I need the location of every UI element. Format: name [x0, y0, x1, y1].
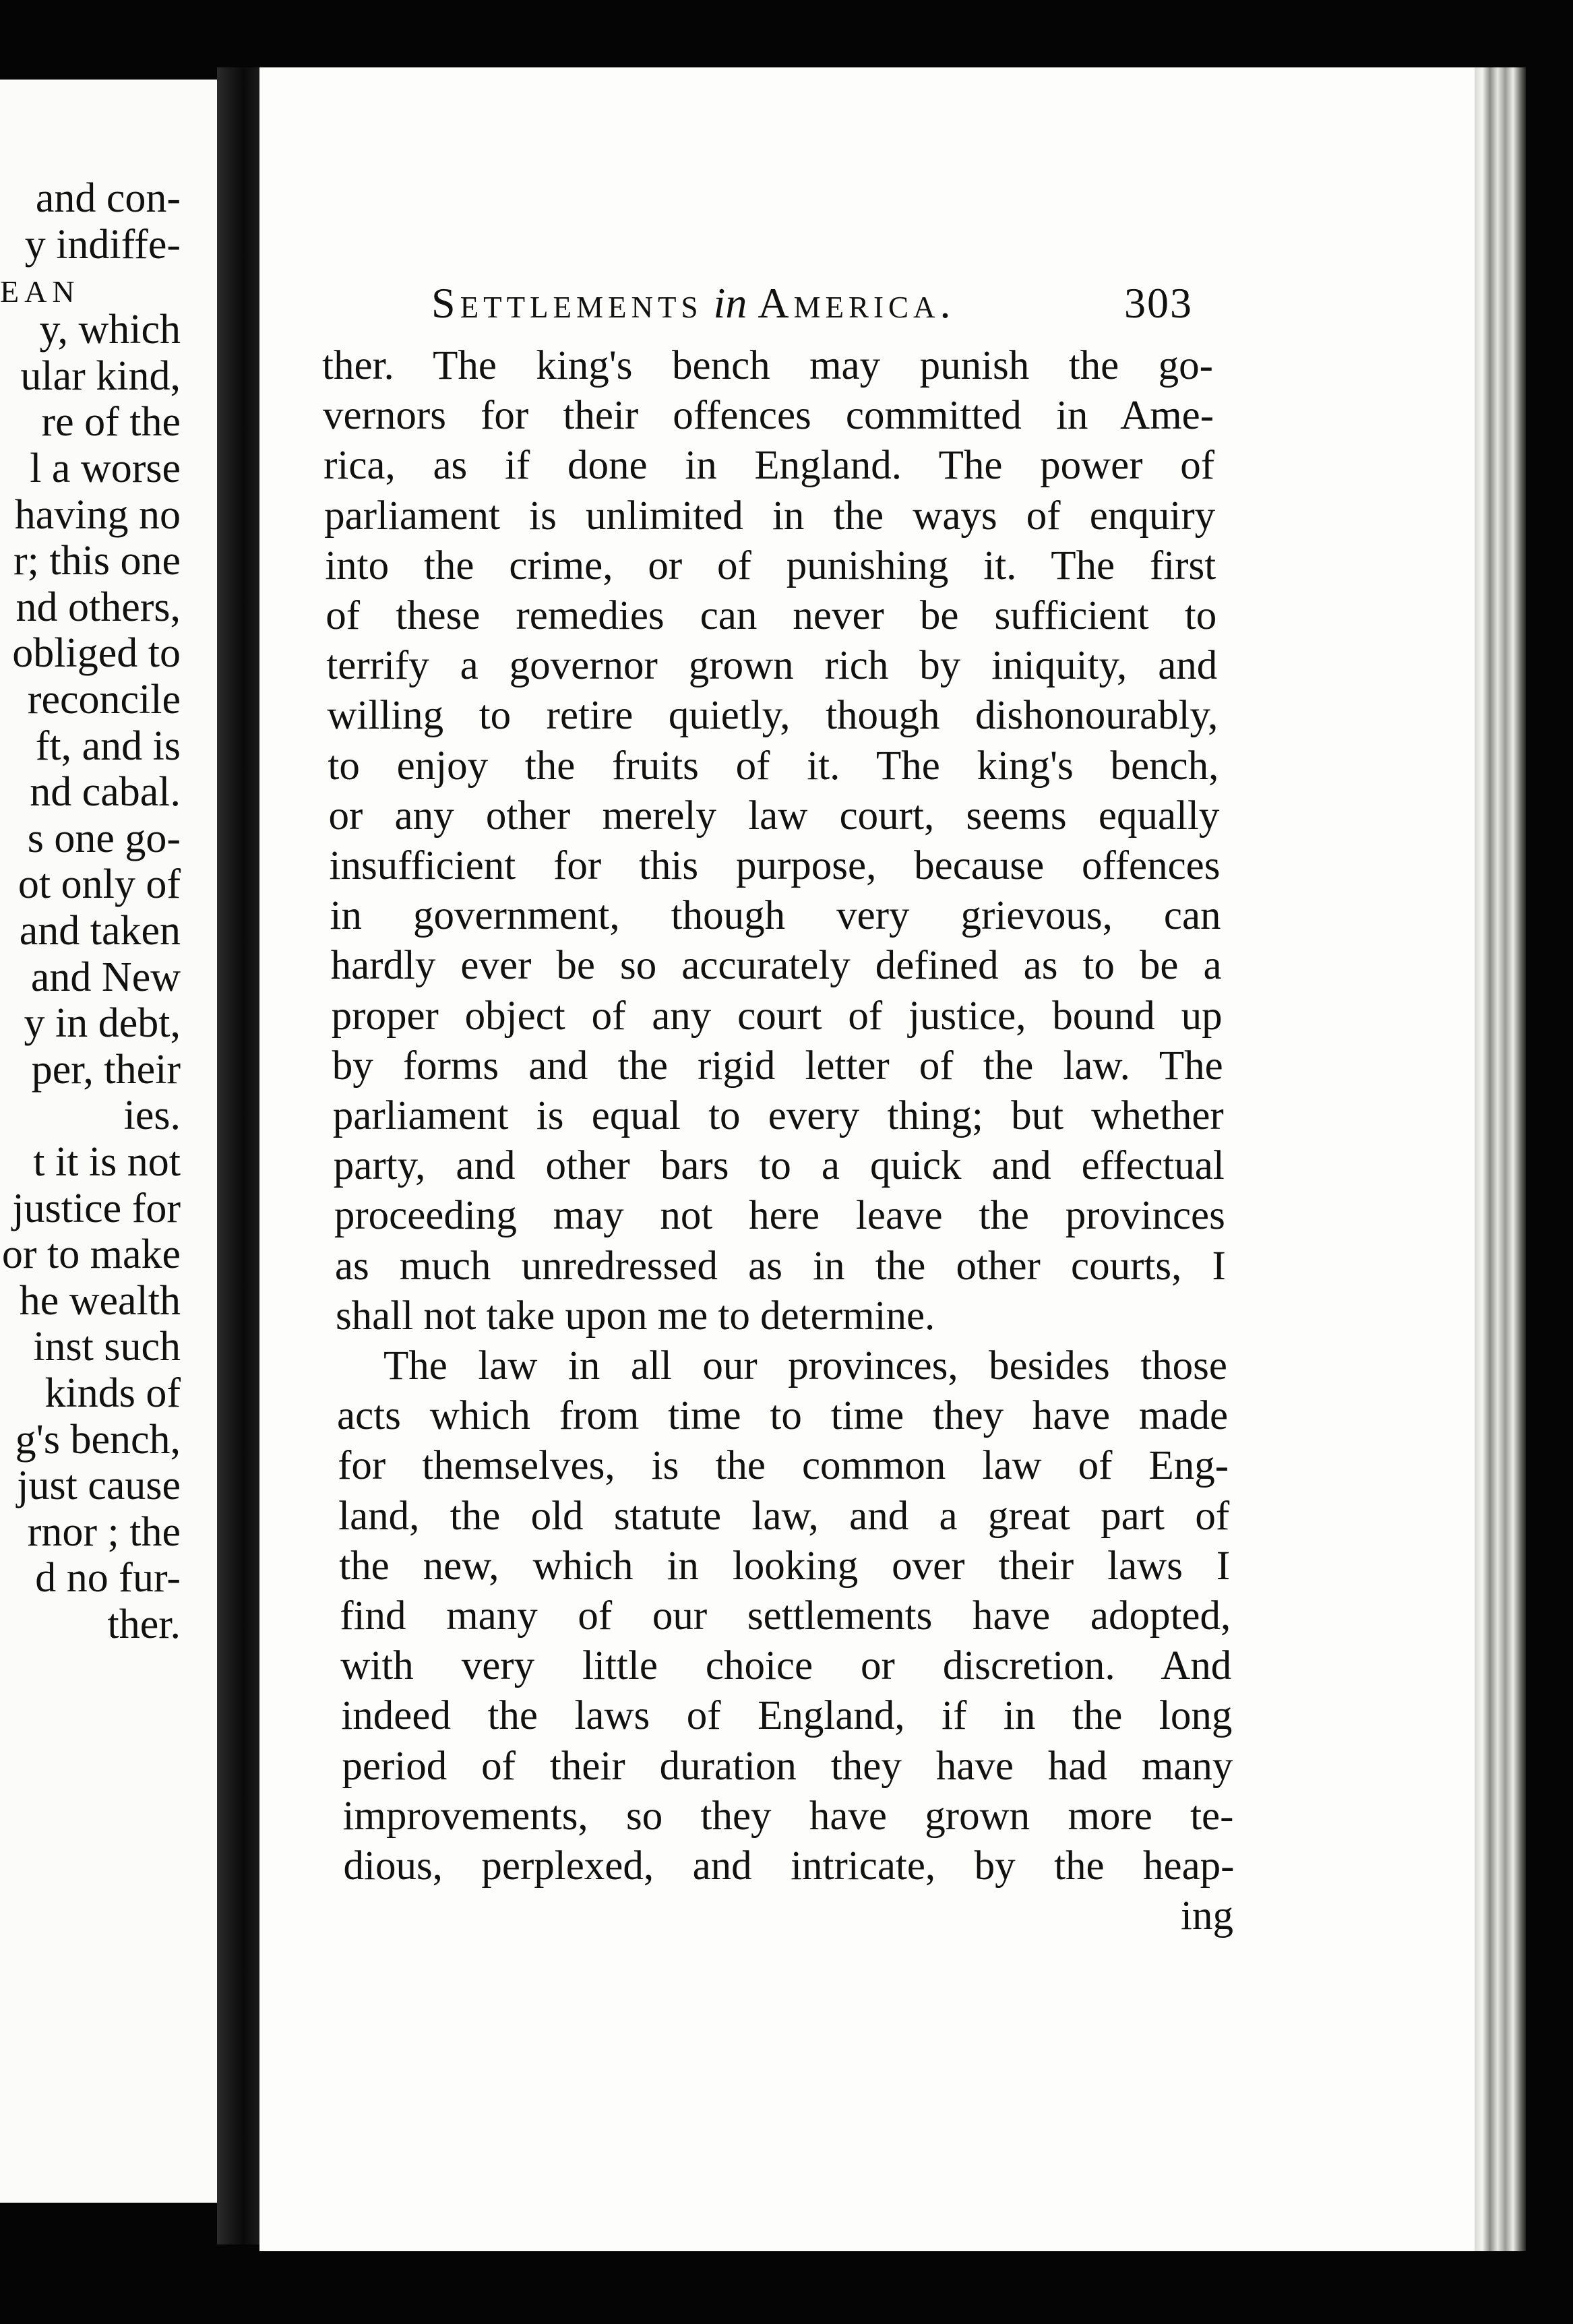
left-page-line: justice for: [12, 1185, 181, 1231]
left-page-line: t it is not: [33, 1139, 181, 1185]
body-line: rica, as if done in England. The power of: [323, 443, 1215, 489]
running-head-place: America.: [758, 279, 956, 327]
left-page-line: and taken: [19, 908, 181, 954]
body-line: parliament is equal to every thing; but whether: [332, 1093, 1224, 1138]
left-page-line: inst such: [33, 1324, 181, 1370]
left-page-line: s one go-: [27, 815, 181, 861]
body-line: or any other merely law court, seems equally: [328, 793, 1220, 838]
left-running-head-fragment: EAN: [0, 274, 80, 309]
left-page-line: y, which: [39, 307, 181, 353]
page-edges: [1475, 67, 1526, 2251]
body-line: in government, though very grievous, can: [330, 893, 1221, 939]
left-page-line: re of the: [41, 399, 181, 446]
body-line: The law in all our provinces, besides those: [383, 1343, 1227, 1388]
running-head: [431, 279, 1193, 327]
body-line: with very little choice or discretion. And: [340, 1643, 1232, 1689]
body-line: dious, perplexed, and intricate, by the heap-: [343, 1843, 1235, 1889]
body-line: hardly ever be so accurately defined as to be a: [330, 943, 1222, 989]
left-page-line: g's bench,: [15, 1416, 181, 1463]
body-line: improvements, so they have grown more te-: [342, 1793, 1234, 1839]
left-page-line: having no: [14, 491, 181, 538]
left-page-line: ft, and is: [35, 723, 181, 769]
left-page-line: r; this one: [13, 538, 181, 584]
left-page-line: ther.: [107, 1601, 181, 1647]
body-line: for themselves, is the common law of Eng-: [338, 1443, 1229, 1489]
body-line: land, the old statute law, and a great part of: [338, 1493, 1230, 1539]
body-line: as much unredressed as in the other courts, I: [334, 1243, 1226, 1289]
left-page-line: ular kind,: [20, 353, 181, 399]
body-line: by forms and the rigid letter of the law. The: [332, 1043, 1223, 1089]
left-page-line: ot only of: [18, 861, 181, 908]
running-head-title: Settlements: [431, 279, 703, 327]
left-page-line: reconcile: [27, 677, 181, 723]
left-page-line: nd others,: [16, 584, 181, 630]
left-page-line: rnor ; the: [27, 1508, 181, 1555]
left-page-line: or to make: [1, 1231, 181, 1278]
left-page-fragment: [0, 80, 228, 2203]
left-page-line: nd cabal.: [30, 769, 181, 816]
left-page-line: and con-: [35, 175, 181, 221]
body-line: proper object of any court of justice, bound up: [331, 993, 1223, 1039]
body-line: shall not take upon me to determine.: [335, 1293, 935, 1339]
left-page-line: per, their: [31, 1046, 181, 1093]
body-line: period of their duration they have had many: [342, 1743, 1233, 1789]
left-page-line: he wealth: [19, 1277, 181, 1324]
body-line: to enjoy the fruits of it. The king's bench,: [328, 743, 1219, 789]
body-line: vernors for their offences committed in Ame-: [323, 393, 1214, 439]
body-line: insufficient for this purpose, because offences: [329, 843, 1221, 888]
left-page-line: and New: [30, 954, 181, 1000]
body-line: of these remedies can never be sufficient to: [326, 593, 1217, 638]
body-line: parliament is unlimited in the ways of enquiry: [324, 493, 1216, 539]
left-page-line: kinds of: [44, 1370, 181, 1416]
left-page-line: y in debt,: [24, 1000, 181, 1047]
body-line: ther. The king's bench may punish the go-: [322, 343, 1213, 388]
left-page-line: y indiffe-: [24, 221, 181, 268]
body-line: find many of our settlements have adopted,: [340, 1593, 1231, 1639]
page-number: 303: [1124, 279, 1193, 327]
catchword: ing: [1181, 1893, 1233, 1939]
left-page-line: just cause: [17, 1463, 181, 1509]
body-line: willing to retire quietly, though dishonourably,: [327, 693, 1219, 739]
body-line: the new, which in looking over their laws I: [339, 1543, 1231, 1589]
left-page-line: l a worse: [30, 446, 181, 491]
left-page-line: ies.: [123, 1093, 181, 1139]
left-page-line: obliged to: [12, 630, 181, 677]
running-head-preposition: in: [713, 279, 747, 327]
body-line: party, and other bars to a quick and effectual: [333, 1143, 1225, 1189]
body-line: acts which from time to time they have made: [337, 1393, 1229, 1439]
body-line: proceeding may not here leave the provinces: [334, 1193, 1225, 1239]
body-line: indeed the laws of England, if in the long: [341, 1693, 1233, 1739]
body-line: terrify a governor grown rich by iniquity, and: [326, 643, 1218, 689]
left-page-line: d no fur-: [35, 1555, 181, 1601]
body-line: into the crime, or of punishing it. The first: [325, 543, 1216, 588]
